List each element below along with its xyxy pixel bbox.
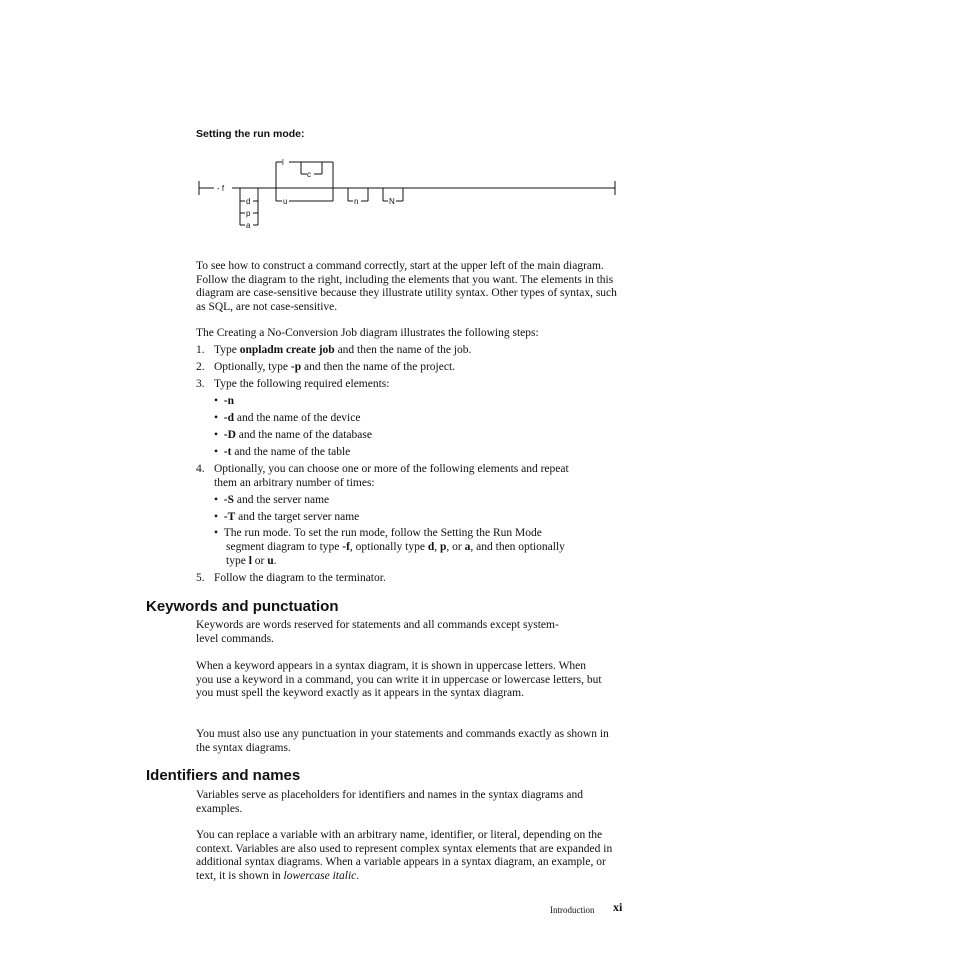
option-flag: -D (223, 429, 236, 441)
option-flag: d (427, 541, 435, 553)
step-number: 2. (196, 361, 205, 373)
step-4 (196, 463, 626, 477)
option-flag: u (267, 555, 274, 567)
option-flag: -f (342, 541, 350, 553)
keywords-paragraph-1: Keywords are words reserved for statements and all commands except system-level commands. (196, 619, 559, 645)
bullet-item (214, 412, 360, 426)
bullet-text: and the server name (234, 494, 330, 506)
bullet-text: , (434, 541, 441, 553)
bullet-icon: • (214, 412, 219, 424)
option-flag: p (440, 541, 447, 553)
intro-paragraph-2: The Creating a No-Conversion Job diagram illustrates the following steps: (196, 327, 539, 339)
bullet-text: and the name of the table (231, 446, 351, 458)
bullet-icon: • (214, 511, 219, 523)
paragraph-text: You can replace a variable with an arbitrary name, identifier, or literal, depending on the context. Variables are also used to represent complex syntax elements that are expanded in additional syntax diagrams. When a variable appears in a syntax diagram, an example, or text, it is shown in (196, 829, 613, 882)
diagram-label-n: n (354, 197, 359, 206)
diagram-label-l: l (282, 158, 284, 167)
option-flag: -T (223, 511, 236, 523)
step-text: Type the following required elements: (214, 378, 390, 390)
step-text: Optionally, you can choose one or more of the following elements and repeat (214, 463, 569, 475)
step-text: Type (214, 344, 240, 356)
bullet-text: and the name of the database (235, 429, 372, 441)
bullet-text: , and then optionally (470, 541, 565, 553)
option-flag: -d (223, 412, 235, 424)
step-4-continued: them an arbitrary number of times: (214, 477, 375, 489)
step-text: and then the name of the project. (301, 361, 456, 373)
bullet-item (214, 527, 542, 541)
diagram-label-a: a (246, 221, 251, 230)
bullet-text: and the name of the device (234, 412, 361, 424)
bullet-item (214, 429, 372, 443)
bullet-icon: • (214, 494, 219, 506)
step-2 (196, 361, 626, 375)
page-number: xi (613, 900, 623, 914)
diagram-heading: Setting the run mode: (196, 128, 305, 140)
bullet-icon: • (214, 429, 219, 441)
option-flag: l (248, 555, 252, 567)
option-flag: -t (223, 446, 232, 458)
step-text: Optionally, type (214, 361, 291, 373)
step-text: Follow the diagram to the terminator. (214, 572, 386, 584)
keywords-paragraph-3: You must also use any punctuation in your statements and commands exactly as shown in the syntax diagrams. (196, 728, 609, 754)
diagram-label-u: u (283, 197, 288, 206)
bullet-item (214, 494, 329, 508)
step-number: 3. (196, 378, 205, 390)
bullet-text: . (273, 555, 277, 567)
paragraph-text: . (356, 869, 360, 882)
step-number: 5. (196, 572, 205, 584)
bullet-text: or (251, 555, 268, 567)
bullet-text: , optionally type (349, 541, 428, 553)
bullet-text: type (226, 555, 249, 567)
footer-section-name: Introduction (550, 905, 595, 915)
bullet-item (214, 511, 359, 525)
bullet-text: The run mode. To set the run mode, follow the Setting the Run Mode (223, 527, 542, 539)
bullet-text: and the target server name (235, 511, 360, 523)
intro-paragraph-1: To see how to construct a command correctly, start at the upper left of the main diagram. Follow the diagram to the right, including the elements that you want. The elements in this diagram are case-sensitive because they illustrate utility syntax. Other types of syntax, such as SQL, are not case-sensitive. (196, 260, 617, 313)
step-1 (196, 344, 626, 358)
identifiers-paragraph-2 (196, 829, 618, 883)
bullet-continued (226, 541, 565, 555)
step-number: 1. (196, 344, 205, 356)
italic-term: lowercase italic (283, 869, 357, 882)
step-text: and then the name of the job. (334, 344, 472, 356)
step-5 (196, 572, 626, 586)
section-heading-keywords: Keywords and punctuation (146, 598, 339, 615)
bullet-continued (226, 555, 277, 569)
option-flag: -n (223, 395, 235, 407)
step-3 (196, 378, 626, 392)
diagram-label-c: c (307, 170, 311, 179)
keywords-paragraph-2: When a keyword appears in a syntax diagram, it is shown in uppercase letters. When you use a keyword in a command, you can write it in uppercase or lowercase letters, but you must spell the keyword exactly as it appears in the syntax diagram. (196, 660, 602, 700)
diagram-label-f: - f (217, 184, 225, 193)
step-number: 4. (196, 463, 205, 475)
identifiers-paragraph-1: Variables serve as placeholders for identifiers and names in the syntax diagrams and examples. (196, 789, 584, 815)
diagram-label-N: N (389, 197, 395, 206)
bullet-item (214, 446, 350, 460)
command-keyword: -p (290, 361, 302, 373)
command-keyword: onpladm create job (239, 344, 335, 356)
bullet-text: segment diagram to type (226, 541, 343, 553)
diagram-label-d: d (246, 197, 251, 206)
bullet-icon: • (214, 527, 219, 539)
bullet-icon: • (214, 446, 219, 458)
section-heading-identifiers: Identifiers and names (146, 767, 301, 784)
option-flag: -S (223, 494, 235, 506)
diagram-label-p: p (246, 209, 251, 218)
bullet-icon: • (214, 395, 219, 407)
bullet-text: , or (446, 541, 465, 553)
option-flag: a (464, 541, 471, 553)
bullet-item (214, 395, 234, 409)
syntax-diagram (190, 150, 630, 235)
